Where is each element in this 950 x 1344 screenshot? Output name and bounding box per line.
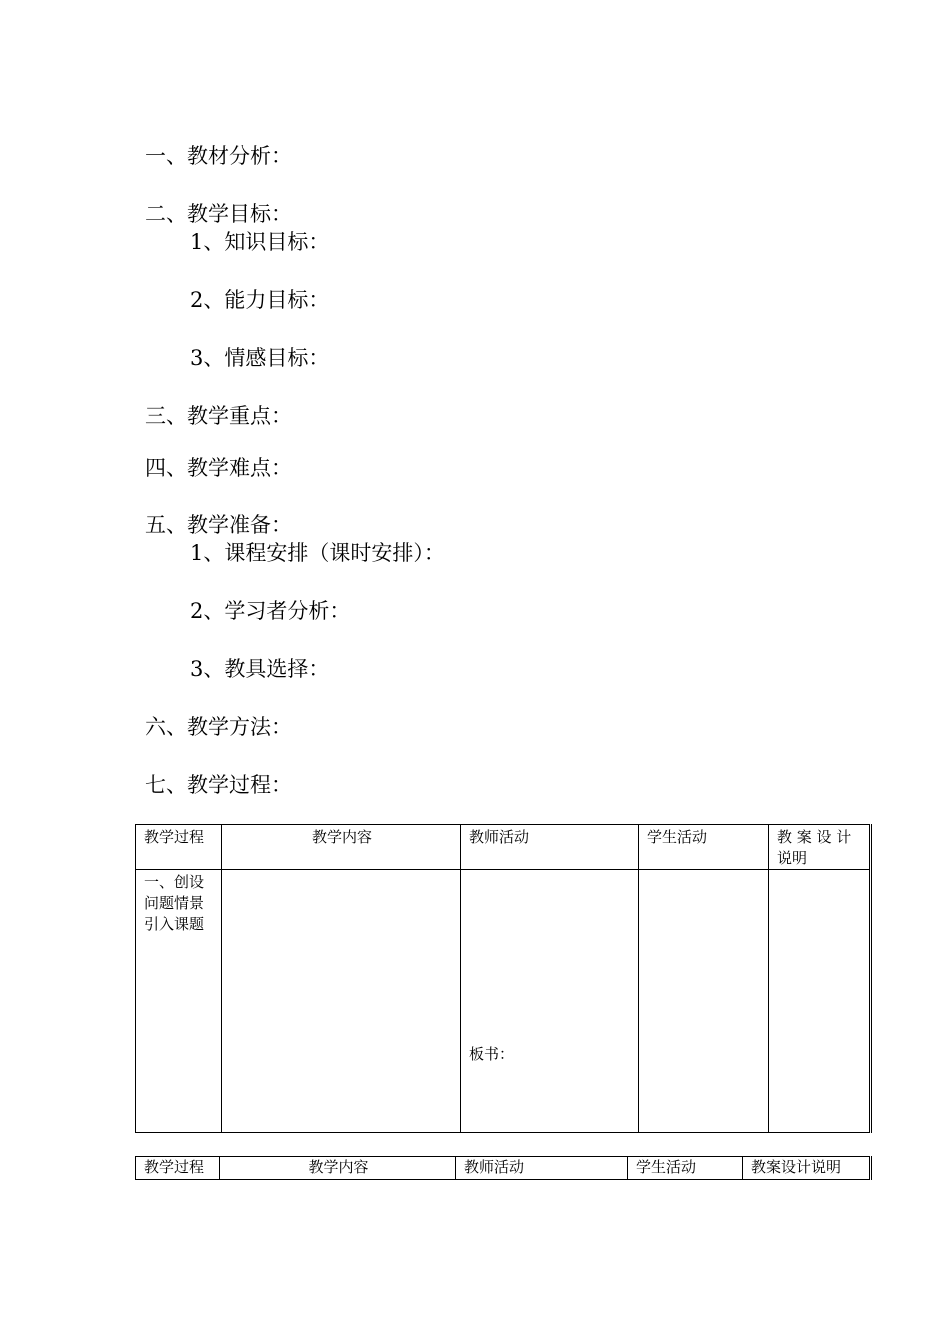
subsection-emotional-objectives: 3、情感目标： — [190, 346, 330, 370]
subsection-knowledge-objectives: 1、知识目标： — [190, 230, 330, 254]
section-teaching-difficulties: 四、教学难点： — [145, 456, 292, 480]
header-design-notes-line1: 教 案 设 计 — [777, 828, 852, 846]
lesson-process-table-2 — [135, 1156, 872, 1180]
cell-student-activity — [639, 870, 769, 1133]
cell-process-stage — [136, 870, 222, 1133]
subsection-course-schedule: 1、课程安排（课时安排）： — [190, 541, 445, 565]
section-teaching-preparation: 五、教学准备： — [145, 513, 292, 537]
section-teaching-objectives: 二、教学目标： — [145, 202, 292, 226]
header-teacher-activity: 教师活动 — [456, 1157, 628, 1180]
header-design-notes-line2: 说明 — [777, 849, 808, 867]
section-teaching-key-points: 三、教学重点： — [145, 404, 292, 428]
header-design-notes — [769, 825, 871, 870]
section-teaching-methods: 六、教学方法： — [145, 715, 292, 739]
header-teaching-process: 教学过程 — [136, 825, 222, 870]
table-header-row — [136, 825, 871, 870]
process-stage-line3: 引入课题 — [144, 915, 205, 933]
header-student-activity: 学生活动 — [628, 1157, 743, 1180]
table-row — [136, 870, 871, 1133]
subsection-learner-analysis: 2、学习者分析： — [190, 599, 351, 623]
header-teaching-process: 教学过程 — [136, 1157, 220, 1180]
cell-teaching-content — [222, 870, 461, 1133]
cell-design-notes — [769, 870, 871, 1133]
lesson-process-table — [135, 824, 872, 1133]
header-student-activity: 学生活动 — [639, 825, 769, 870]
process-stage-line2: 问题情景 — [144, 894, 205, 912]
subsection-ability-objectives: 2、能力目标： — [190, 288, 330, 312]
table-header-row — [136, 1157, 871, 1180]
process-stage-line1: 一、创设 — [144, 873, 205, 891]
subsection-teaching-aids: 3、教具选择： — [190, 657, 330, 681]
header-teacher-activity: 教师活动 — [461, 825, 639, 870]
section-teaching-material-analysis: 一、教材分析： — [145, 144, 292, 168]
header-teaching-content: 教学内容 — [220, 1157, 456, 1180]
header-teaching-content: 教学内容 — [222, 825, 461, 870]
section-teaching-process: 七、教学过程： — [145, 773, 292, 797]
blackboard-note-label: 板书： — [469, 1045, 515, 1063]
header-design-notes: 教案设计说明 — [743, 1157, 871, 1180]
cell-teacher-activity — [461, 870, 639, 1133]
